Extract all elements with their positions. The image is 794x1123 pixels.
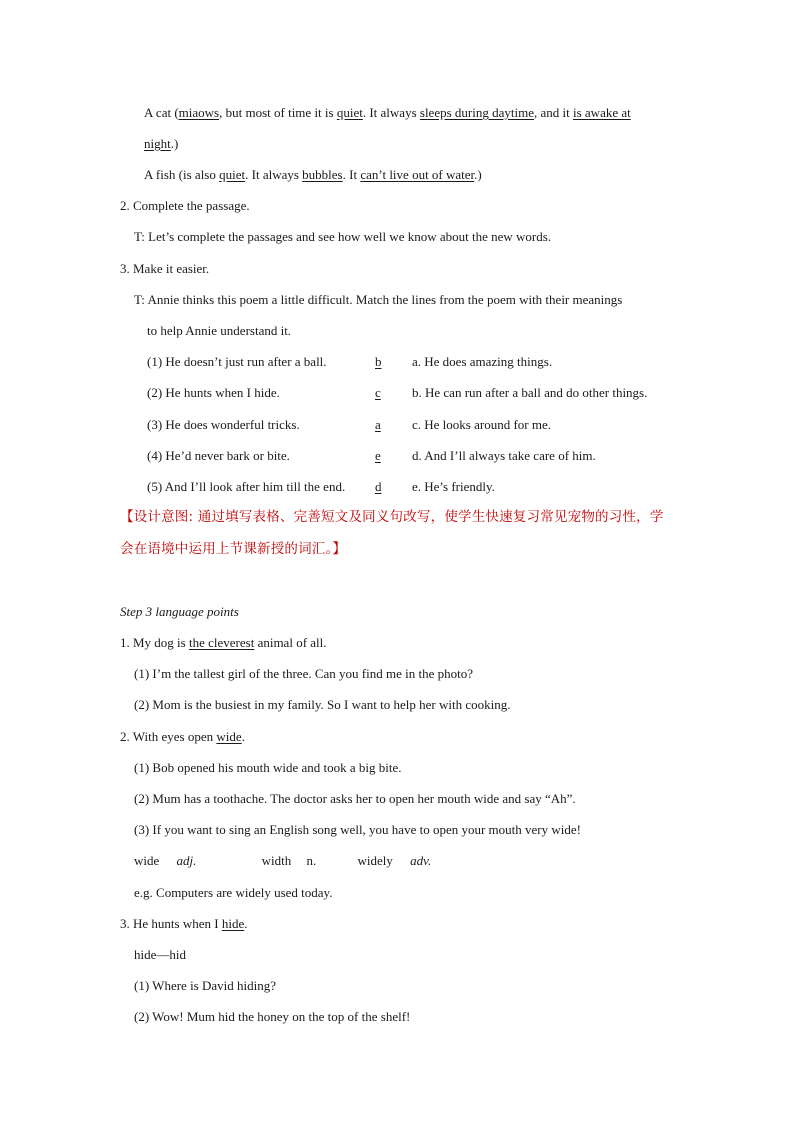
match-meaning-d: d. And I’ll always take care of him. [412, 448, 596, 463]
cat-description-line2: night.) [144, 136, 179, 151]
match-answer-2: c [375, 385, 381, 400]
key-wide: wide [216, 729, 242, 744]
key-the-cleverest: the cleverest [188, 635, 255, 650]
match-line-5: (5) And I’ll look after him till the end. [147, 479, 346, 494]
item2-teacher-line: T: Let’s complete the passages and see how well we know about the new words. [134, 229, 552, 244]
point3-example1: (1) Where is David hiding? [134, 978, 276, 993]
match-meaning-a: a. He does amazing things. [412, 354, 553, 369]
match-answer-3: a [375, 417, 381, 432]
match-line-4: (4) He’d never bark or bite. [147, 448, 290, 463]
design-intent-line1: 【设计意图: 通过填写表格、完善短文及同义句改写，使学生快速复习常见宠物的习性，学 [120, 509, 664, 525]
step3-heading: Step 3 language points [120, 604, 239, 619]
match-meaning-b: b. He can run after a ball and do other things. [412, 385, 648, 400]
word-forms-row [134, 852, 431, 870]
point1-example2: (2) Mom is the busiest in my family. So I want to help her with cooking. [134, 697, 511, 712]
word-sleeps-during-daytime: sleeps during daytime [419, 105, 534, 120]
point1-heading: 1. My dog is the cleverest animal of all. [120, 635, 327, 650]
word-widely: widely [357, 853, 393, 868]
pos-adv: adv. [410, 853, 432, 868]
word-wide: wide [134, 853, 160, 868]
point3-example2: (2) Wow! Mum hid the honey on the top of the shelf! [134, 1009, 411, 1024]
match-line-2: (2) He hunts when I hide. [147, 385, 280, 400]
match-answer-5: d [375, 479, 382, 494]
match-line-1: (1) He doesn’t just run after a ball. [147, 354, 327, 369]
match-answer-4: e [375, 448, 381, 463]
item3-heading: 3. Make it easier. [120, 261, 210, 276]
match-meaning-e: e. He’s friendly. [412, 479, 495, 494]
item3-teacher-line1: T: Annie thinks this poem a little difficult. Match the lines from the poem with their meanings [134, 292, 623, 307]
word-night: night [144, 136, 171, 151]
point2-eg: e.g. Computers are widely used today. [134, 885, 333, 900]
word-cant-live-out-of-water: can’t live out of water [360, 167, 475, 182]
cat-description-line1: A cat (miaows, but most of time it is quiet. It always sleeps during daytime, and it is awake at [144, 105, 631, 120]
match-answer-1: b [375, 354, 382, 369]
word-width: width [261, 853, 292, 868]
match-meaning-c: c. He looks around for me. [412, 417, 551, 432]
item2-heading: 2. Complete the passage. [120, 198, 250, 213]
point2-example2: (2) Mum has a toothache. The doctor asks her to open her mouth wide and say “Ah”. [134, 791, 576, 806]
word-bubbles: bubbles [302, 167, 343, 182]
pos-n: n. [306, 853, 317, 868]
fish-description: A fish (is also quiet. It always bubbles. It can’t live out of water.) [144, 167, 482, 182]
point1-example1: (1) I’m the tallest girl of the three. Can you find me in the photo? [134, 666, 473, 681]
word-quiet-fish: quiet [219, 167, 246, 182]
point3-forms: hide—hid [134, 947, 186, 962]
design-intent-line2: 会在语境中运用上节课新授的词汇。】 [120, 541, 347, 557]
point3-heading: 3. He hunts when I hide. [120, 916, 248, 931]
point2-example1: (1) Bob opened his mouth wide and took a big bite. [134, 760, 402, 775]
word-miaows: miaows [178, 105, 220, 120]
point2-heading: 2. With eyes open wide. [120, 729, 245, 744]
point2-example3: (3) If you want to sing an English song well, you have to open your mouth very wide! [134, 822, 581, 837]
word-is-awake-at: is awake at [572, 105, 631, 120]
pos-adj: adj. [176, 853, 197, 868]
word-quiet: quiet [336, 105, 363, 120]
item3-teacher-line2: to help Annie understand it. [147, 323, 292, 338]
match-line-3: (3) He does wonderful tricks. [147, 417, 300, 432]
key-hide: hide [221, 916, 245, 931]
